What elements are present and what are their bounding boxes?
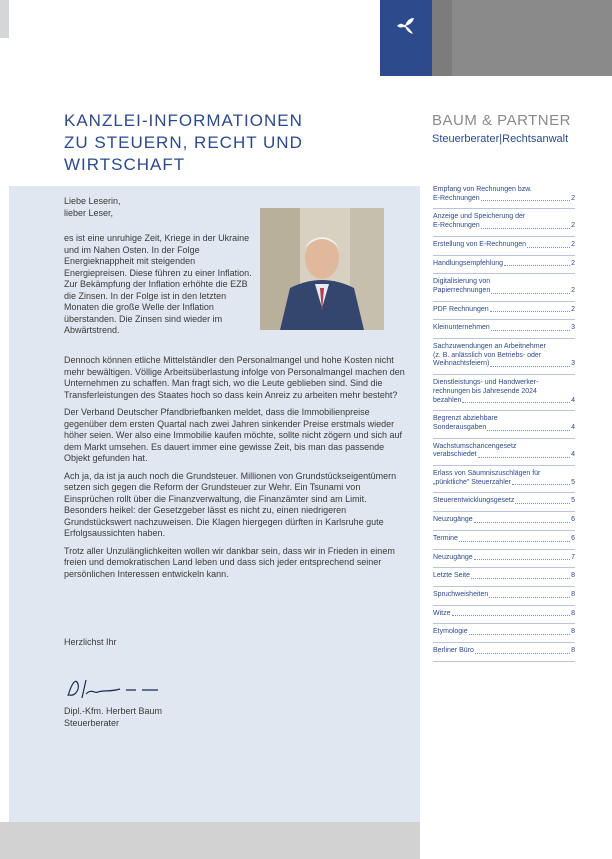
toc-item[interactable]	[433, 443, 575, 466]
toc-page-number: 2	[571, 240, 575, 248]
toc-item[interactable]	[433, 470, 575, 493]
toc-item-label: Kleinunternehmen	[433, 324, 490, 332]
toc-item-label: Erlass von Säumniszuschlägen für	[433, 470, 541, 478]
toc-leader-dots	[489, 597, 570, 598]
page-title	[64, 110, 364, 176]
toc-item[interactable]	[433, 343, 575, 375]
toc-item-label: Weihnachtsfeiern)	[433, 360, 490, 368]
toc-leader-dots	[490, 311, 570, 312]
toc-item-label: Witze	[433, 609, 451, 617]
toc-leader-dots	[481, 200, 570, 201]
toc-item-label: Dienstleistungs- und Handwerker-	[433, 379, 539, 387]
toc-item[interactable]	[433, 572, 575, 587]
toc-item-label: Termine	[433, 534, 458, 542]
top-left-strip	[0, 0, 9, 38]
toc-item[interactable]	[433, 278, 575, 301]
toc-item-label: (z. B. anlässlich von Betriebs- oder	[433, 351, 542, 359]
table-of-contents	[433, 186, 575, 666]
signer-block	[64, 705, 162, 729]
toc-item-label: Erstellung von E-Rechnungen	[433, 240, 527, 248]
toc-item[interactable]	[433, 379, 575, 411]
toc-page-number: 4	[571, 423, 575, 431]
toc-item[interactable]	[433, 241, 575, 256]
toc-item-label: Sachzuwendungen an Arbeitnehmer	[433, 343, 546, 351]
toc-item[interactable]	[433, 186, 575, 209]
salutation-line: lieber Leser,	[64, 207, 114, 218]
letter-paragraph: Trotz aller Unzulänglichkeiten wollen wir dankbar sein, dass wir in Frieden in einem freien und demokratischen Land leben und dass sich jeder entsprechend seiner persönlichen Interessen entwickeln kann.	[64, 545, 395, 579]
toc-leader-dots	[474, 522, 570, 523]
toc-leader-dots	[475, 653, 570, 654]
letter-paragraph: Dennoch können etliche Mittelständler den Personalmangel und hohe Kosten nicht mehr bewältigen. Völlige Arbeitsüberlastung infolge von Personalmangel machen den Unternehmen zu schaffen. Man fragt sich, wo die Leute geblieben sind. Sind die Transferleistungen des Staates hoch so dass kein Anreiz zu arbeiten mehr besteht?	[64, 355, 405, 400]
letter-paragraph: Ach ja, da ist ja auch noch die Grundsteuer. Millionen von Grundstückseigentümern setzen sich gegen die Reform der Grundsteuer zur Wehr. Ein Tsunami von Einsprüchen rollt über die Finanzverwaltung, die Finanzämter sind am Limit. Besonders heikel: der Gesetzgeber lässt es nicht zu, einen niedrigeren Grundstückswert nachzuweisen. Die Klagen hiergegen dürften in Karlsruhe gute Erfolgsaussichten haben.	[64, 470, 397, 538]
toc-item[interactable]	[433, 260, 575, 275]
toc-item-label: E-Rechnungen	[433, 194, 480, 202]
toc-item-label: Spruchweisheiten	[433, 590, 489, 598]
toc-item-label: Wachstumschancengesetz	[433, 442, 517, 450]
letter-body	[64, 355, 409, 586]
title-line: WIRTSCHAFT	[64, 155, 186, 174]
toc-item-label: Begrenzt abziehbare	[433, 415, 498, 423]
toc-page-number: 2	[571, 286, 575, 294]
toc-leader-dots	[515, 503, 570, 504]
toc-item-label: Sonderausgaben	[433, 423, 487, 431]
toc-item-label: Neuzugänge	[433, 516, 473, 524]
toc-item[interactable]	[433, 497, 575, 512]
toc-page-number: 2	[571, 305, 575, 313]
toc-page-number: 2	[571, 194, 575, 202]
toc-page-number: 6	[571, 516, 575, 524]
toc-item[interactable]	[433, 535, 575, 550]
toc-item-label: bezahlen	[433, 396, 462, 404]
toc-item[interactable]	[433, 647, 575, 662]
toc-item-label: Anzeige und Speicherung der	[433, 213, 526, 221]
toc-page-number: 5	[571, 497, 575, 505]
toc-leader-dots	[471, 578, 570, 579]
toc-page-number: 3	[571, 324, 575, 332]
toc-page-number: 8	[571, 572, 575, 580]
toc-item-label: PDF Rechnungen	[433, 305, 489, 313]
toc-page-number: 6	[571, 534, 575, 542]
toc-page-number: 8	[571, 647, 575, 655]
toc-item[interactable]	[433, 591, 575, 606]
portrait-image	[260, 208, 384, 330]
toc-page-number: 4	[571, 396, 575, 404]
logo-box	[380, 0, 432, 76]
toc-item-label: Handlungsempfehlung	[433, 259, 504, 267]
toc-item-label: E-Rechnungen	[433, 222, 480, 230]
toc-page-number: 4	[571, 451, 575, 459]
toc-leader-dots	[504, 265, 570, 266]
bottom-bar	[0, 822, 420, 859]
toc-page-number: 2	[571, 259, 575, 267]
toc-item[interactable]	[433, 324, 575, 339]
toc-item-label: Letzte Seite	[433, 572, 470, 580]
title-line: KANZLEI-INFORMATIONEN	[64, 111, 303, 130]
toc-page-number: 2	[571, 222, 575, 230]
toc-item[interactable]	[433, 610, 575, 625]
toc-leader-dots	[491, 330, 570, 331]
toc-item-label: Etymologie	[433, 628, 468, 636]
salutation-line: Liebe Leserin,	[64, 196, 121, 206]
toc-leader-dots	[459, 541, 570, 542]
toc-item-label: Steuerentwicklungsgesetz	[433, 497, 515, 505]
handwritten-signature	[62, 672, 162, 704]
toc-page-number: 7	[571, 553, 575, 561]
toc-page-number: 3	[571, 360, 575, 368]
intro-paragraph: es ist eine unruhige Zeit, Kriege in der Ukraine und im Nahen Osten. In der Folge Energieknappheit mit steigenden Energiepreisen. Diese führen zu einer Inflation. Zur Bekämpfung der Inflation erhöhte die EZB die Zinsen. In der Folge ist in den letzten Monaten die große Welle der Inflation überstanden. Die Zinsen sind wieder im Abwärtstrend.	[64, 233, 252, 335]
toc-item-label: Neuzugänge	[433, 553, 473, 561]
toc-leader-dots	[527, 247, 570, 248]
toc-leader-dots	[452, 615, 571, 616]
toc-page-number: 8	[571, 609, 575, 617]
toc-item[interactable]	[433, 306, 575, 321]
toc-item[interactable]	[433, 554, 575, 569]
toc-leader-dots	[512, 484, 570, 485]
signer-name: Dipl.-Kfm. Herbert Baum	[64, 706, 163, 716]
toc-item-label: rechnungen bis Jahresende 2024	[433, 387, 537, 395]
toc-item-label: „pünktliche" Steuerzahler	[433, 478, 511, 486]
author-portrait	[260, 208, 384, 330]
toc-leader-dots	[478, 457, 571, 458]
toc-item[interactable]	[433, 628, 575, 643]
toc-item-label: Empfang von Rechnungen bzw.	[433, 186, 532, 193]
toc-item-label: Digitalisierung von	[433, 278, 491, 286]
toc-item-label: verabschiedet	[433, 451, 477, 459]
closing: Herzlichst Ihr	[64, 637, 117, 647]
firm-name: BAUM & PARTNER	[432, 112, 571, 129]
toc-leader-dots	[481, 228, 570, 229]
leaf-logo-icon	[394, 14, 418, 38]
toc-page-number: 8	[571, 628, 575, 636]
toc-leader-dots	[474, 559, 570, 560]
toc-leader-dots	[487, 430, 570, 431]
toc-item-label: Papierrechnungen	[433, 286, 491, 294]
toc-leader-dots	[490, 366, 570, 367]
firm-subtitle: Steuerberater|Rechtsanwalt	[432, 133, 569, 145]
toc-leader-dots	[491, 293, 570, 294]
toc-page-number: 5	[571, 478, 575, 486]
title-line: ZU STEUERN, RECHT UND	[64, 133, 303, 152]
toc-item[interactable]	[433, 213, 575, 236]
toc-item[interactable]	[433, 415, 575, 438]
toc-page-number: 8	[571, 590, 575, 598]
header-gray-block	[432, 0, 612, 76]
signer-title: Steuerberater	[64, 718, 120, 728]
toc-item[interactable]	[433, 516, 575, 531]
letter-paragraph: Der Verband Deutscher Pfandbriefbanken meldet, dass die Immobilienpreise gegenüber dem ersten Quartal nach zwei Jahren sinkender Preise erstmals wieder höher seien. Wer also eine Immobilie kaufen möchte, sollte nicht zögern und sich auf dem Markt umsehen. Es dauert immer eine gewisse Zeit, bis man das passende Objekt gefunden hat.	[64, 407, 403, 463]
toc-item-label: Berliner Büro	[433, 647, 474, 655]
toc-leader-dots	[462, 402, 570, 403]
toc-leader-dots	[469, 634, 570, 635]
